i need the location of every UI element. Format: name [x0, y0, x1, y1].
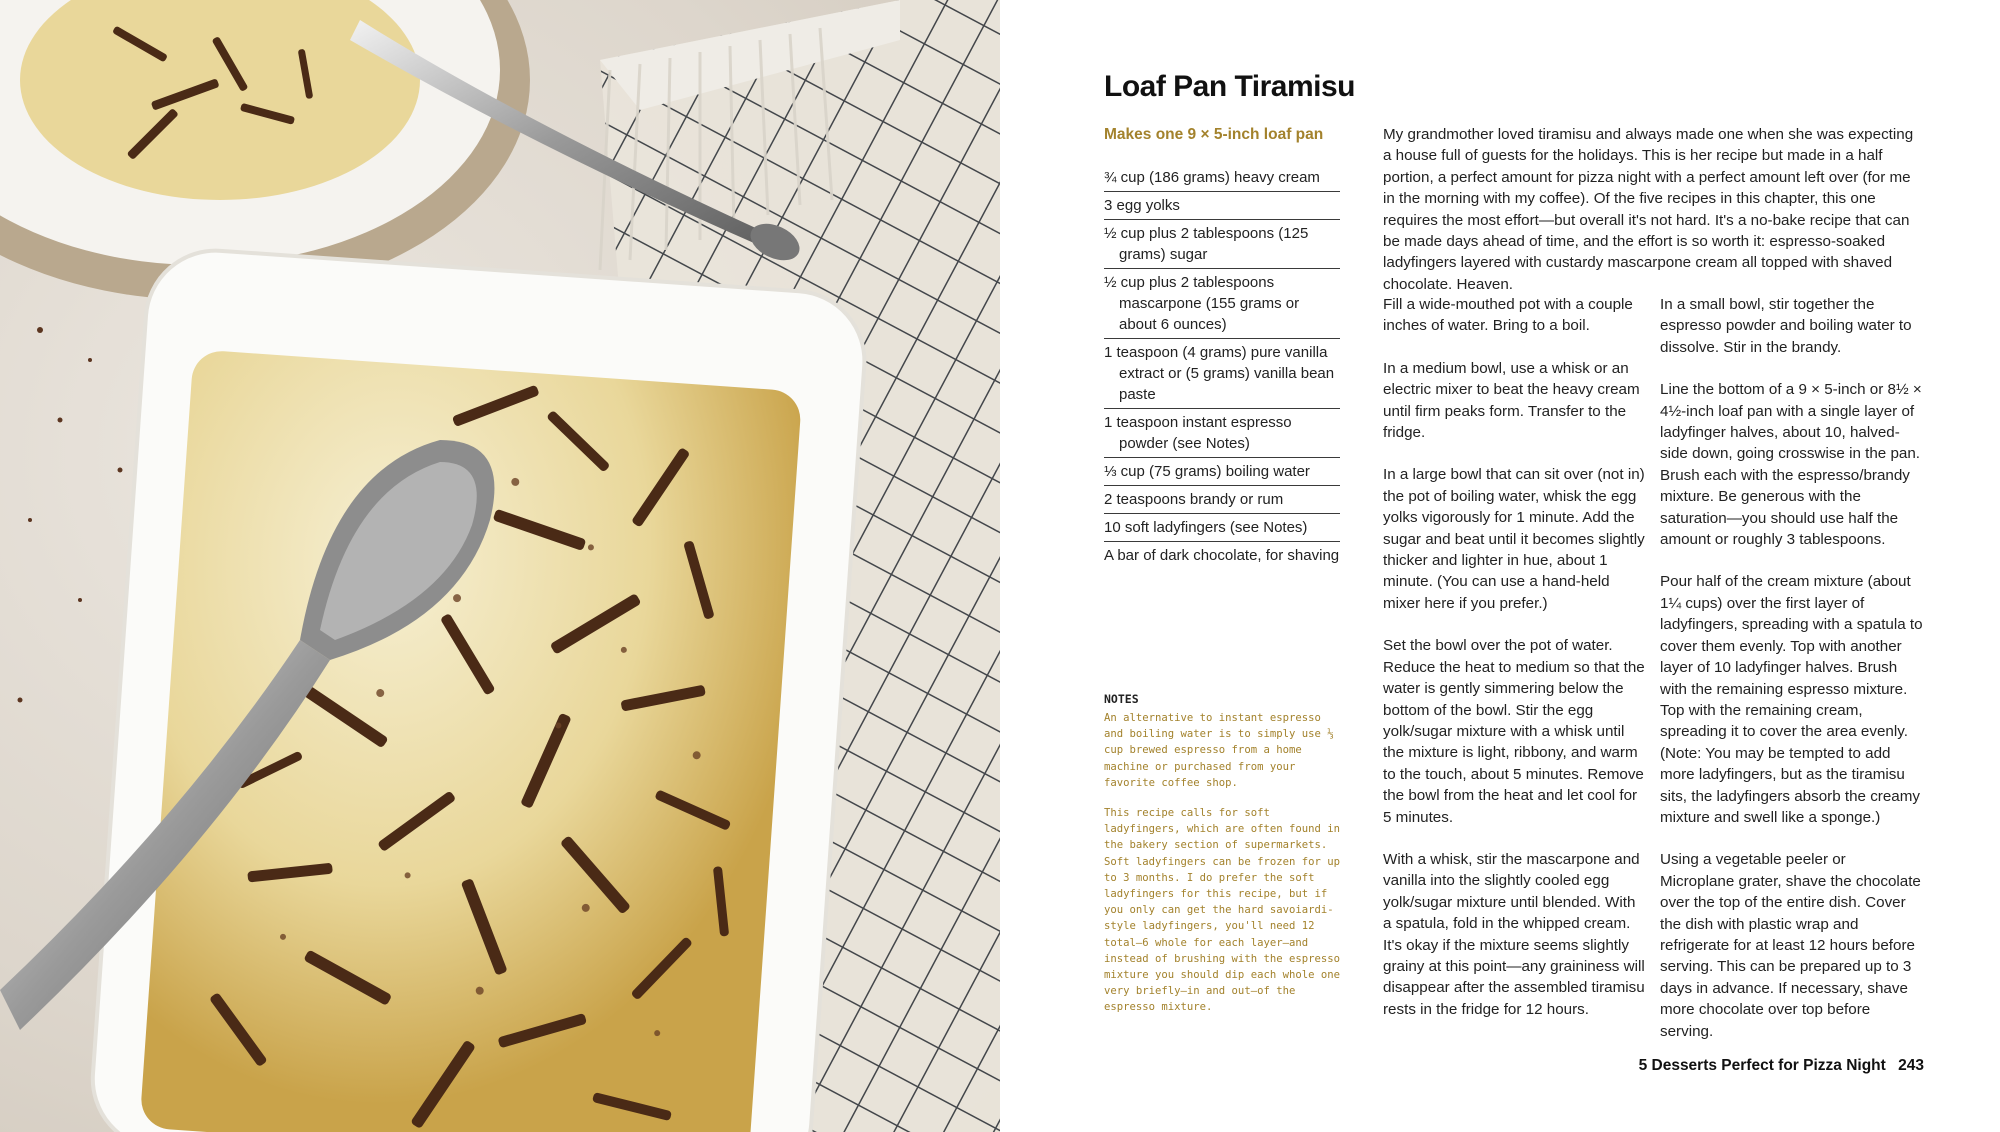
ingredient-item: 3 egg yolks — [1104, 194, 1340, 220]
method-column-left — [1383, 294, 1646, 1041]
page-number: 243 — [1898, 1057, 1924, 1074]
method-step: Line the bottom of a 9 × 5-inch or 8½ × 4½-inch loaf pan with a single layer of ladyfinger halves, about 10, halved-side down, going crosswise in the pan. Brush each with the espresso/brandy mixture. Be generous with the saturation—you should use half the amount or roughly 3 tablespoons. — [1660, 381, 1922, 549]
recipe-page — [1000, 0, 2000, 1132]
ingredient-item: A bar of dark chocolate, for shaving — [1104, 547, 1340, 564]
method-step: Pour half of the cream mixture (about 1¼ cups) over the first layer of ladyfingers, spreading with a spatula to cover them evenly. Top with another layer of 10 ladyfinger halves. Brush with the remaining espresso mixture. Top with the remaining cream, spreading it to cover the area evenly. (Note: You may be tempted to add more ladyfingers, but as the tiramisu sits, the ladyfingers absorb the creamy mixture and swell like a sponge.) — [1660, 573, 1923, 826]
method-step: Fill a wide-mouthed pot with a couple inches of water. Bring to a boil. — [1383, 296, 1633, 335]
ingredient-item: ½ cup plus 2 tablespoons (125 grams) sugar — [1104, 222, 1340, 269]
notes-section — [1104, 692, 1342, 1030]
recipe-title: Loaf Pan Tiramisu — [1104, 70, 1356, 103]
page-footer — [1604, 1057, 1924, 1075]
ingredient-item: 10 soft ladyfingers (see Notes) — [1104, 516, 1340, 542]
method-step: In a large bowl that can sit over (not in) the pot of boiling water, whisk the egg yolks vigorously for 1 minute. Add the sugar and beat until it becomes slightly thicker and lighter in hue, about 1 minute. (You can use a hand-held mixer here if you prefer.) — [1383, 466, 1645, 612]
method-column-right — [1660, 294, 1923, 1063]
recipe-intro: My grandmother loved tiramisu and always made one when she was expecting a house full of guests for the holidays. This is her recipe but made in a half portion, a perfect amount for pizza night with a perfect amount left over (for me in the morning with my coffee). Of the five recipes in this chapter, this one requires the most effort—but overall it's not hard. It's a no-bake recipe that can be made days ahead of time, and the effort is so worth it: espresso-soaked ladyfingers layered with custardy mascarpone cream all topped with shaved chocolate. Heaven. — [1383, 126, 1914, 293]
ingredient-list — [1104, 166, 1340, 571]
ingredient-item: 1 teaspoon instant espresso powder (see Notes) — [1104, 411, 1340, 458]
ingredient-item: 1 teaspoon (4 grams) pure vanilla extract or (5 grams) vanilla bean paste — [1104, 341, 1340, 409]
ingredient-item: ½ cup plus 2 tablespoons mascarpone (155 grams or about 6 ounces) — [1104, 271, 1340, 339]
method-step: Using a vegetable peeler or Microplane grater, shave the chocolate over the top of the entire dish. Cover the dish with plastic wrap and refrigerate for at least 12 hours before serving. This can be prepared up to 3 days in advance. If necessary, shave more chocolate over top before serving. — [1660, 851, 1921, 1040]
chapter-title: 5 Desserts Perfect for Pizza Night — [1638, 1057, 1886, 1074]
notes-heading: NOTES — [1104, 692, 1139, 706]
ingredient-item: ⅓ cup (75 grams) boiling water — [1104, 460, 1340, 486]
ingredient-item: ¾ cup (186 grams) heavy cream — [1104, 166, 1340, 192]
method-step: In a medium bowl, use a whisk or an electric mixer to beat the heavy cream until firm peaks form. Transfer to the fridge. — [1383, 359, 1640, 442]
note-paragraph: This recipe calls for soft ladyfingers, which are often found in the bakery section of supermarkets. Soft ladyfingers can be frozen for up to 3 months. I do prefer the soft ladyfingers for this recipe, but if you only can get the hard savoiardi-style ladyfingers, you'll need 12 total—6 whole for each layer—and instead of brushing with the espresso mixture you should dip each whole one very briefly—in and out—of the espresso mixture. — [1104, 807, 1340, 1014]
method-step: Set the bowl over the pot of water. Reduce the heat to medium so that the water is gently simmering below the bottom of the bowl. Stir the egg yolk/sugar mixture with a whisk until the mixture is light, ribbony, and warm to the touch, about 5 minutes. Remove the bowl from the heat and let cool for 5 minutes. — [1383, 637, 1645, 826]
method-step: In a small bowl, stir together the espresso powder and boiling water to dissolve. Stir in the brandy. — [1660, 296, 1912, 356]
method-step: With a whisk, stir the mascarpone and vanilla into the slightly cooled egg yolk/sugar mixture until blended. With a spatula, fold in the whipped cream. It's okay if the mixture seems slightly grainy at this point—any graininess will disappear after the assembled tiramisu rests in the fridge for 12 hours. — [1383, 850, 1645, 1018]
recipe-yield: Makes one 9 × 5-inch loaf pan — [1104, 126, 1324, 143]
ingredient-item: 2 teaspoons brandy or rum — [1104, 488, 1340, 514]
note-paragraph: An alternative to instant espresso and boiling water is to simply use ⅓ cup brewed espresso from a home machine or purchased from your favorite coffee shop. — [1104, 712, 1334, 789]
